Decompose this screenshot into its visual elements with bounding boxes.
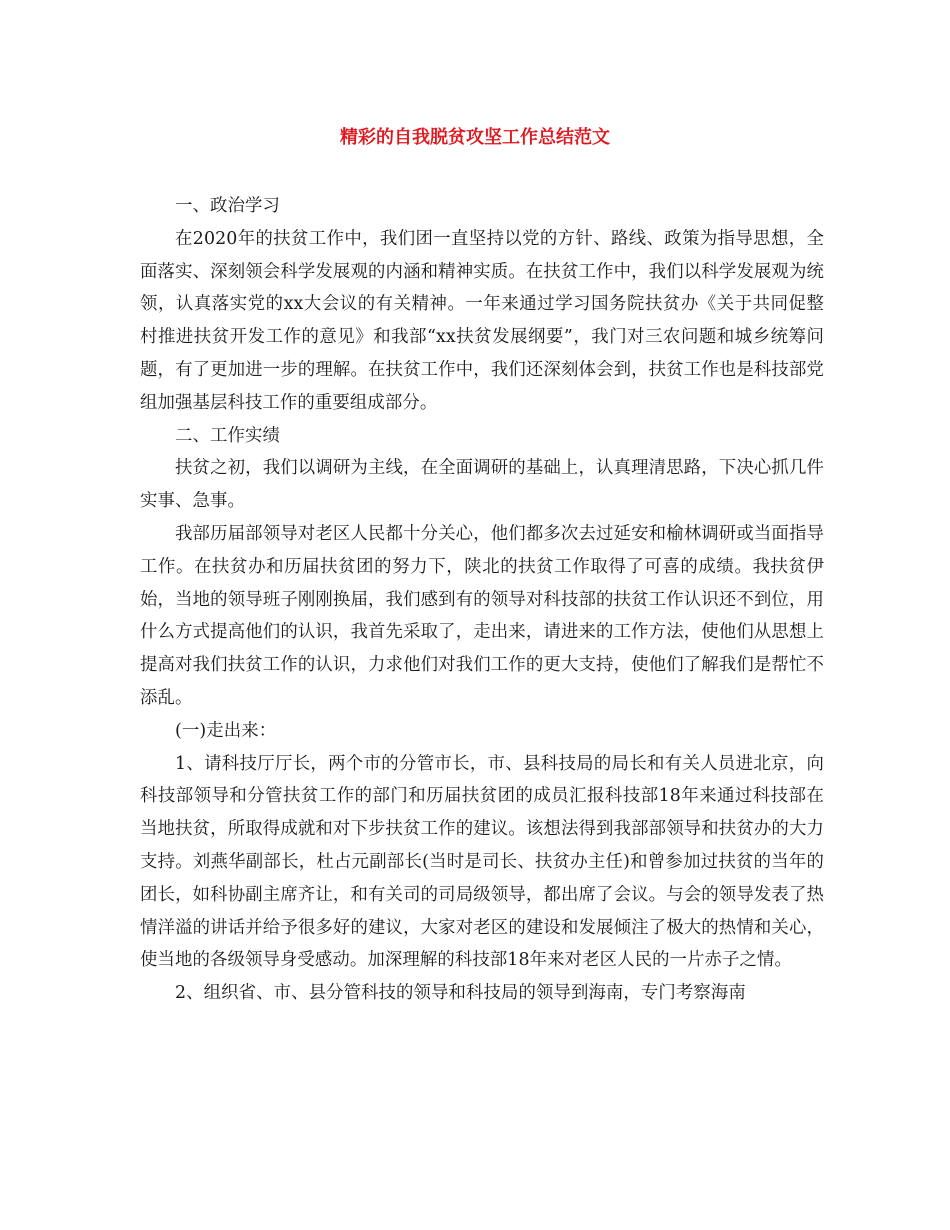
document-title: 精彩的自我脱贫攻坚工作总结范文 (340, 127, 610, 148)
paragraph: 我部历届部领导对老区人民都十分关心，他们都多次去过延安和榆林调研或当面指导工作。在扶贫办和历届扶贫团的努力下，陕北的扶贫工作取得了可喜的成绩。我扶贫伊始，当地的领导班子刚刚换届，我们感到有的领导对科技部的扶贫工作认识还不到位，用什么方式提高他们的认识，我首先采取了，走出来，请进来的工作方法，使他们从思想上提高对我们扶贫工作的认识，力求他们对我们工作的更大支持，使他们了解我们是帮忙不添乱。 (140, 523, 824, 708)
subheading-go-out: (一)走出来： (175, 720, 277, 741)
paragraph: 1、请科技厅厅长，两个市的分管市长，市、县科技局的局长和有关人员进北京，向科技部领导和分管扶贫工作的部门和历届扶贫团的成员汇报科技部18年来通过科技部在当地扶贫，所取得成就和对下步扶贫工作的建议。该想法得到我部部领导和扶贫办的大力支持。刘燕华副部长，杜占元副部长(当时是司长、扶贫办主任)和曾参加过扶贫的当年的团长，如科协副主席齐让，和有关司的司局级领导，都出席了会议。与会的领导发表了热情洋溢的讲话并给予很多好的建议，大家对老区的建设和发展倾注了极大的热情和关心，使当地的各级领导身受感动。加深理解的科技部18年来对老区人民的一片赤子之情。 (140, 753, 824, 971)
paragraph: 扶贫之初，我们以调研为主线，在全面调研的基础上，认真理清思路，下决心抓几件实事、急事。 (140, 458, 824, 512)
heading-work-achievements: 二、工作实绩 (175, 425, 280, 446)
paragraph: 2、组织省、市、县分管科技的领导和科技局的领导到海南，专门考察海南 (175, 983, 746, 1004)
document-body (140, 190, 824, 1010)
paragraph: 在2020年的扶贫工作中，我们团一直坚持以党的方针、路线、政策为指导思想，全面落实、深刻领会科学发展观的内涵和精神实质。在扶贫工作中，我们以科学发展观为统领，认真落实党的xx大会议的有关精神。一年来通过学习国务院扶贫办《关于共同促整村推进扶贫开发工作的意见》和我部“xx扶贫发展纲要”，我门对三农问题和城乡统筹问题，有了更加进一步的理解。在扶贫工作中，我们还深刻体会到，扶贫工作也是科技部党组加强基层科技工作的重要组成部分。 (140, 228, 824, 413)
heading-political-study: 一、政治学习 (175, 196, 280, 216)
